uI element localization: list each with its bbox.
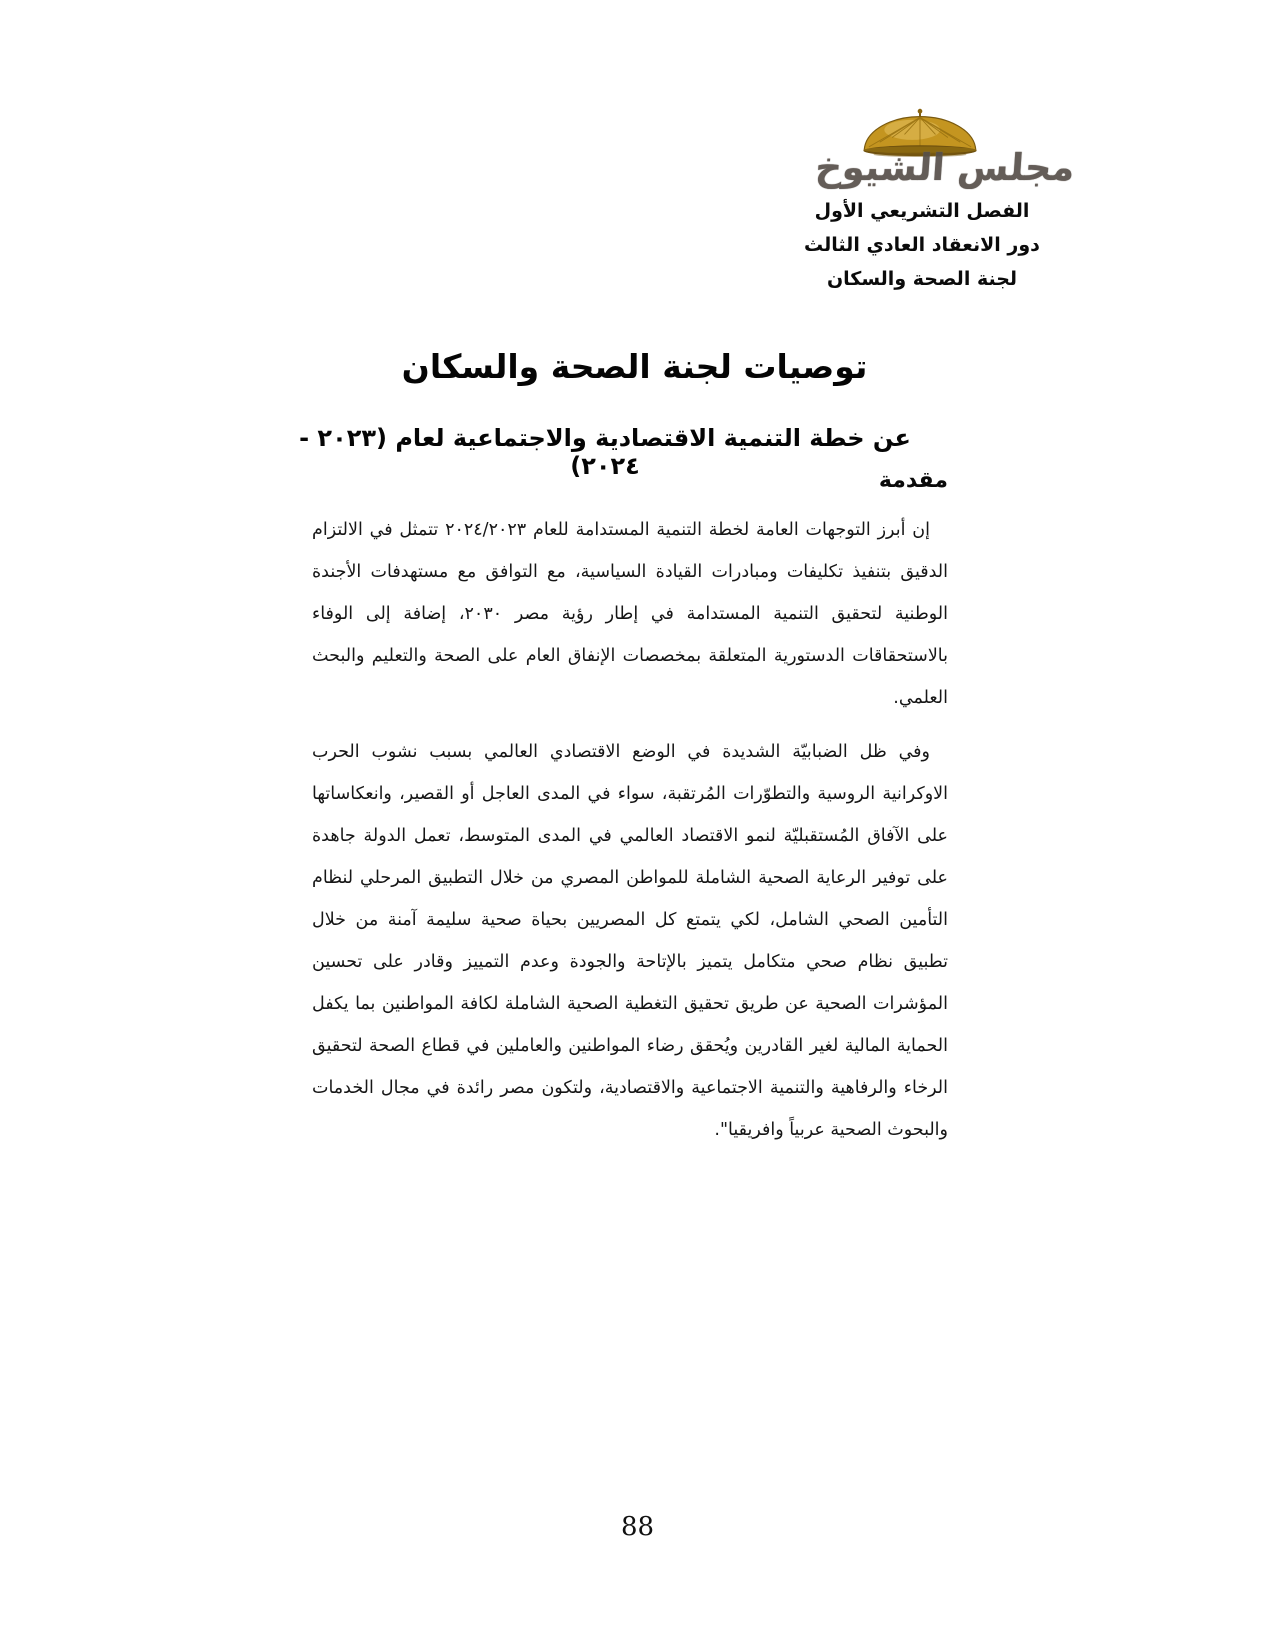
header-session-block	[742, 194, 1102, 296]
header-line-committee: لجنة الصحة والسكان	[826, 268, 1018, 290]
header-line-session-round: دور الانعقاد العادي الثالث	[804, 234, 1040, 256]
document-body	[312, 468, 948, 1163]
body-paragraph-1: إن أبرز التوجهات العامة لخطة التنمية المستدامة للعام ٢٠٢٤/٢٠٢٣ تتمثل في الالتزام الدقيق بتنفيذ تكليفات ومبادرات القيادة السياسية، مع التوافق مع مستهدفات الأجندة الوطنية لتحقيق التنمية المستدامة في إطار رؤية مصر ٢٠٣٠، إضافة إلى الوفاء بالاستحقاقات الدستورية المتعلقة بمخصصات الإنفاق العام على الصحة والتعليم والبحث العلمي.	[312, 520, 948, 708]
senate-logo-calligraphy: مجلس الشيوخ	[813, 146, 1077, 189]
intro-heading: مقدمة	[878, 468, 948, 493]
page-subtitle: عن خطة التنمية الاقتصادية والاجتماعية لعام (٢٠٢٣ - ٢٠٢٤)	[299, 424, 911, 480]
page-number: 88	[620, 1512, 655, 1542]
body-paragraph-2: وفي ظل الضبابيّة الشديدة في الوضع الاقتصادي العالمي بسبب نشوب الحرب الاوكرانية الروسية والتطوّرات المُرتقبة، سواء في المدى العاجل أو القصير، وانعكاساتها على الآفاق المُستقبليّة لنمو الاقتصاد العالمي في المدى المتوسط، تعمل الدولة جاهدة على توفير الرعاية الصحية الشاملة للمواطن المصري من خلال التطبيق المرحلي لنظام التأمين الصحي الشامل، لكي يتمتع كل المصريين بحياة صحية سليمة آمنة من خلال تطبيق نظام صحي متكامل يتميز بالإتاحة والجودة وعدم التمييز وقادر على تحسين المؤشرات الصحية عن طريق تحقيق التغطية الصحية الشاملة لكافة المواطنين بما يكفل الحماية المالية لغير القادرين ويُحقق رضاء المواطنين والعاملين في قطاع الصحة لتحقيق الرخاء والرفاهية والتنمية الاجتماعية والاقتصادية، ولتكون مصر رائدة في مجال الخدمات والبحوث الصحية عربياً وافريقيا".	[312, 742, 948, 1140]
header-line-legislative-chapter: الفصل التشريعي الأول	[814, 200, 1030, 222]
page-title: توصيات لجنة الصحة والسكان	[401, 347, 868, 386]
